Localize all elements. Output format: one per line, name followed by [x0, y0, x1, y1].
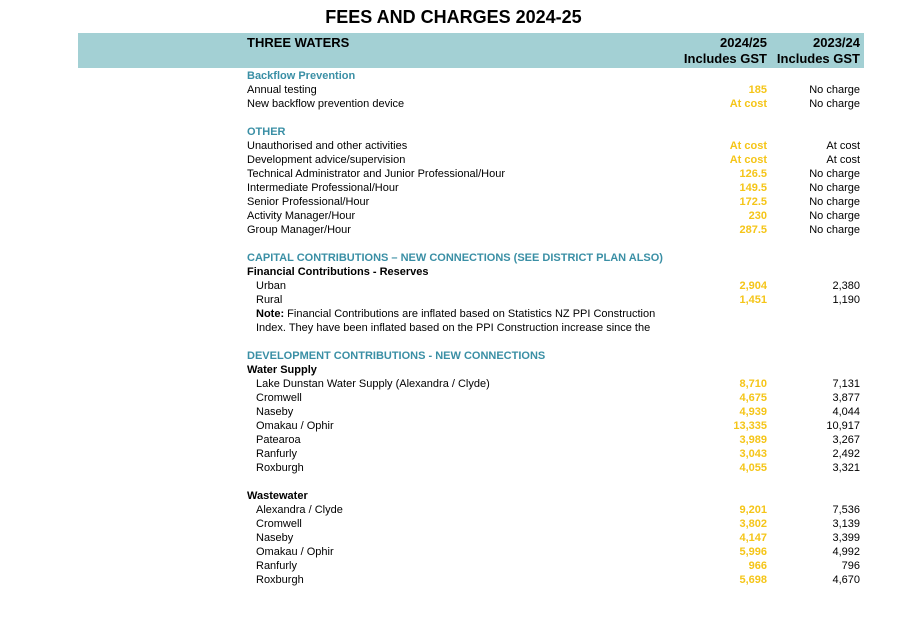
row-label: Roxburgh [256, 574, 304, 586]
note-text: Note: Financial Contributions are inflated based on Statistics NZ PPI Construction [256, 308, 656, 320]
value-2023-24: No charge [809, 84, 860, 96]
row-label: Ranfurly [256, 448, 297, 460]
spacer [0, 475, 907, 489]
value-2023-24: No charge [809, 224, 860, 236]
table-row [0, 405, 907, 419]
value-2023-24: 7,536 [832, 504, 860, 516]
section-heading-row [0, 69, 907, 83]
row-label: Activity Manager/Hour [247, 210, 356, 222]
fees-table [0, 69, 907, 587]
value-2023-24: 2,380 [832, 280, 860, 292]
value-2024-25: 9,201 [739, 504, 767, 516]
value-2023-24: No charge [809, 182, 860, 194]
row-label: Roxburgh [256, 462, 304, 474]
row-label: Omakau / Ophir [256, 420, 334, 432]
table-row [0, 559, 907, 573]
value-2023-24: No charge [809, 98, 860, 110]
table-row [0, 377, 907, 391]
table-row [0, 293, 907, 307]
section-heading-row [0, 125, 907, 139]
row-label: Intermediate Professional/Hour [247, 182, 399, 194]
value-2023-24: 4,670 [832, 574, 860, 586]
table-row [0, 503, 907, 517]
table-row [0, 447, 907, 461]
value-2024-25: 3,043 [739, 448, 767, 460]
row-label: Urban [256, 280, 286, 292]
value-2023-24: 796 [841, 560, 860, 572]
row-label: Senior Professional/Hour [247, 196, 370, 208]
table-row [0, 391, 907, 405]
column-header-2024-25: 2024/25 Includes GST [683, 35, 767, 66]
value-2023-24: No charge [809, 210, 860, 222]
value-2024-25: 966 [748, 560, 767, 572]
value-2023-24: 7,131 [832, 378, 860, 390]
value-2024-25: 149.5 [739, 182, 767, 194]
row-label: Group Manager/Hour [247, 224, 351, 236]
note-row [0, 307, 907, 321]
row-label: Rural [256, 294, 283, 306]
section-heading-other: OTHER [247, 126, 286, 138]
table-row [0, 573, 907, 587]
row-label: Ranfurly [256, 560, 297, 572]
section-heading-backflow: Backflow Prevention [247, 70, 356, 82]
value-2024-25: 4,939 [739, 406, 767, 418]
table-row [0, 433, 907, 447]
page-title: FEES AND CHARGES 2024-25 [325, 7, 582, 27]
value-2024-25: 13,335 [733, 420, 767, 432]
table-row [0, 153, 907, 167]
subheading-row [0, 265, 907, 279]
row-label: Lake Dunstan Water Supply (Alexandra / Clyde) [256, 378, 490, 390]
table-row [0, 279, 907, 293]
row-label: Unauthorised and other activities [247, 140, 408, 152]
row-label: Development advice/supervision [247, 154, 406, 166]
value-2024-25: 4,675 [739, 392, 767, 404]
subheading-reserves: Financial Contributions - Reserves [247, 266, 429, 278]
column-header-2023-24: 2023/24 Includes GST [776, 35, 860, 66]
row-label: Patearoa [256, 434, 301, 446]
value-2024-25: 8,710 [739, 378, 767, 390]
table-row [0, 209, 907, 223]
section-heading-row [0, 251, 907, 265]
value-2024-25: At cost [729, 154, 767, 166]
table-row [0, 195, 907, 209]
table-row [0, 419, 907, 433]
section-name: THREE WATERS [247, 35, 350, 50]
subheading-row [0, 489, 907, 503]
row-label: Naseby [256, 406, 294, 418]
value-2023-24: At cost [826, 140, 860, 152]
subheading-row [0, 363, 907, 377]
section-heading-row [0, 349, 907, 363]
row-label: Cromwell [256, 518, 302, 530]
table-row [0, 83, 907, 97]
value-2024-25: At cost [729, 140, 767, 152]
value-2024-25: 2,904 [739, 280, 767, 292]
table-row [0, 97, 907, 111]
table-row [0, 181, 907, 195]
spacer [0, 237, 907, 251]
value-2024-25: 230 [748, 210, 767, 222]
value-2023-24: 3,139 [832, 518, 860, 530]
value-2023-24: No charge [809, 168, 860, 180]
table-row [0, 461, 907, 475]
section-heading-development: DEVELOPMENT CONTRIBUTIONS - NEW CONNECTIONS [247, 350, 546, 362]
row-label: New backflow prevention device [247, 98, 405, 110]
row-label: Annual testing [247, 84, 317, 96]
value-2024-25: 3,802 [739, 518, 767, 530]
value-2024-25: 185 [748, 84, 767, 96]
value-2024-25: 3,989 [739, 434, 767, 446]
value-2024-25: 4,147 [739, 532, 767, 544]
row-label: Alexandra / Clyde [256, 504, 343, 516]
subheading-water-supply: Water Supply [247, 364, 317, 376]
table-row [0, 139, 907, 153]
value-2024-25: 287.5 [739, 224, 767, 236]
value-2024-25: At cost [729, 98, 767, 110]
row-label: Omakau / Ophir [256, 546, 334, 558]
value-2023-24: 3,321 [832, 462, 860, 474]
value-2023-24: 3,877 [832, 392, 860, 404]
value-2023-24: 3,267 [832, 434, 860, 446]
value-2024-25: 4,055 [739, 462, 767, 474]
value-2023-24: 4,992 [832, 546, 860, 558]
note-text-continued: Index. They have been inflated based on the PPI Construction increase since the [256, 322, 651, 334]
table-row [0, 167, 907, 181]
row-label: Cromwell [256, 392, 302, 404]
value-2023-24: 2,492 [832, 448, 860, 460]
value-2024-25: 172.5 [739, 196, 767, 208]
subheading-wastewater: Wastewater [247, 490, 308, 502]
value-2023-24: At cost [826, 154, 860, 166]
table-row [0, 545, 907, 559]
table-row [0, 531, 907, 545]
row-label: Technical Administrator and Junior Professional/Hour [247, 168, 506, 180]
value-2023-24: No charge [809, 196, 860, 208]
spacer [0, 335, 907, 349]
row-label: Naseby [256, 532, 294, 544]
value-2024-25: 5,698 [739, 574, 767, 586]
value-2023-24: 3,399 [832, 532, 860, 544]
value-2024-25: 1,451 [739, 294, 767, 306]
value-2024-25: 126.5 [739, 168, 767, 180]
spacer [0, 111, 907, 125]
value-2023-24: 10,917 [826, 420, 860, 432]
table-row [0, 223, 907, 237]
value-2024-25: 5,996 [739, 546, 767, 558]
note-row [0, 321, 907, 335]
section-heading-capital: CAPITAL CONTRIBUTIONS – NEW CONNECTIONS (SEE DISTRICT PLAN ALSO) [247, 252, 663, 264]
value-2023-24: 4,044 [832, 406, 860, 418]
value-2023-24: 1,190 [832, 294, 860, 306]
table-row [0, 517, 907, 531]
